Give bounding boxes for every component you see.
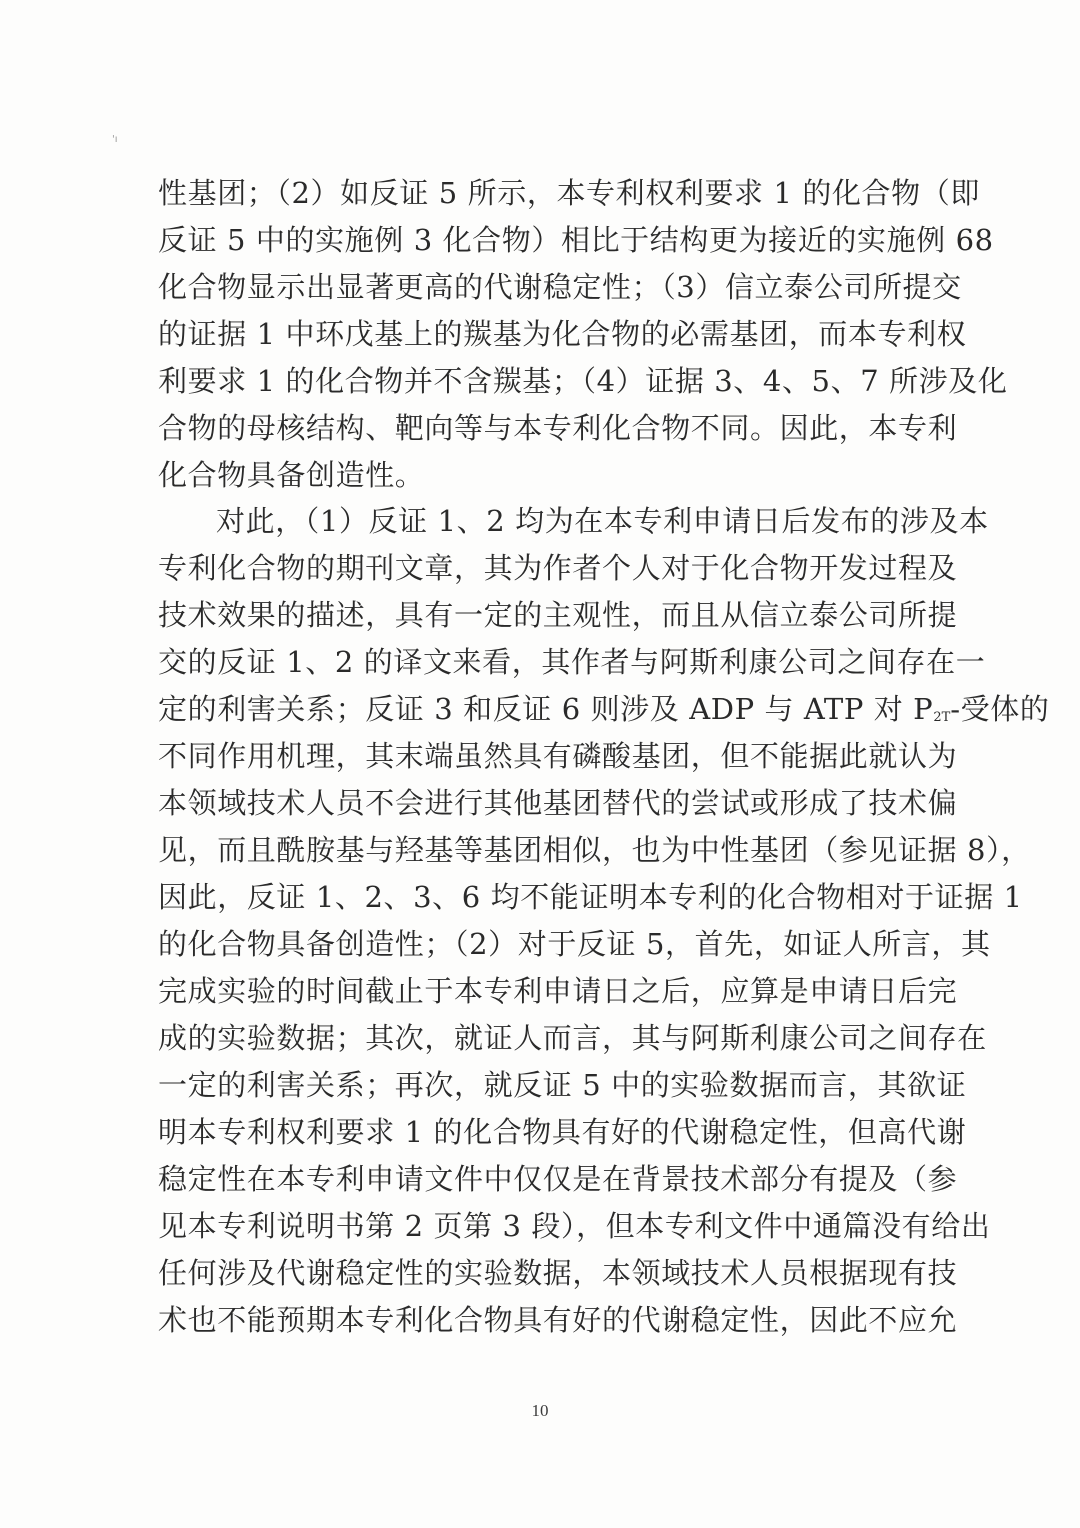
text-line: 性基团；（2）如反证 5 所示，本专利权利要求 1 的化合物（即 [158,176,980,210]
text-segment: -受体的 [950,692,1050,726]
paragraph-continued [158,170,1008,499]
text-line: 专利化合物的期刊文章，其为作者个人对于化合物开发过程及 [158,551,958,585]
text-line: 不同作用机理，其末端虽然具有磷酸基团，但不能据此就认为 [158,739,958,773]
text-line: 化合物具备创造性。 [158,458,425,492]
text-line: 见本专利说明书第 2 页第 3 段），但本专利文件中通篇没有给出 [158,1209,991,1243]
text-line-with-subscript [158,686,1050,733]
text-line: 一定的利害关系；再次，就反证 5 中的实验数据而言，其欲证 [158,1068,967,1102]
text-line: 任何涉及代谢稳定性的实验数据，本领域技术人员根据现有技 [158,1256,958,1290]
subscript-2t: 2T [933,710,951,725]
text-line: 利要求 1 的化合物并不含羰基；（4）证据 3、4、5、7 所涉及化 [158,364,1008,398]
text-line: 成的实验数据；其次，就证人而言，其与阿斯利康公司之间存在 [158,1021,987,1055]
text-line: 技术效果的描述，具有一定的主观性，而且从信立泰公司所提 [158,598,958,632]
text-line: 化合物显示出显著更高的代谢稳定性；（3）信立泰公司所提交 [158,270,962,304]
text-line: 稳定性在本专利申请文件中仅仅是在背景技术部分有提及（参 [158,1162,958,1196]
text-line: 本领域技术人员不会进行其他基团替代的尝试或形成了技术偏 [158,786,958,820]
text-line: 的化合物具备创造性；（2）对于反证 5，首先，如证人所言，其 [158,927,991,961]
text-line: 完成实验的时间截止于本专利申请日之后，应算是申请日后完 [158,974,958,1008]
text-line: 反证 5 中的实施例 3 化合物）相比于结构更为接近的实施例 68 [158,223,994,257]
text-line: 的证据 1 中环戊基上的羰基为化合物的必需基团，而本专利权 [158,317,967,351]
text-line: 交的反证 1、2 的译文来看，其作者与阿斯利康公司之间存在一 [158,645,986,679]
paragraph-response [158,498,1050,1344]
scan-speck-mark: 'ı [112,134,118,145]
page-number: 10 [531,1401,549,1420]
text-line: 术也不能预期本专利化合物具有好的代谢稳定性，因此不应允 [158,1303,958,1337]
text-line: 明本专利权利要求 1 的化合物具有好的代谢稳定性，但高代谢 [158,1115,967,1149]
text-line: 对此，（1）反证 1、2 均为在本专利申请日后发布的涉及本 [216,504,989,538]
text-line: 合物的母核结构、靶向等与本专利化合物不同。因此，本专利 [158,411,958,445]
text-line: 见，而且酰胺基与羟基等基团相似，也为中性基团（参见证据 8）， [158,833,1031,867]
text-segment: 定的利害关系；反证 3 和反证 6 则涉及 ADP 与 ATP 对 P [158,692,934,726]
text-line: 因此，反证 1、2、3、6 均不能证明本专利的化合物相对于证据 1 [158,880,1023,914]
